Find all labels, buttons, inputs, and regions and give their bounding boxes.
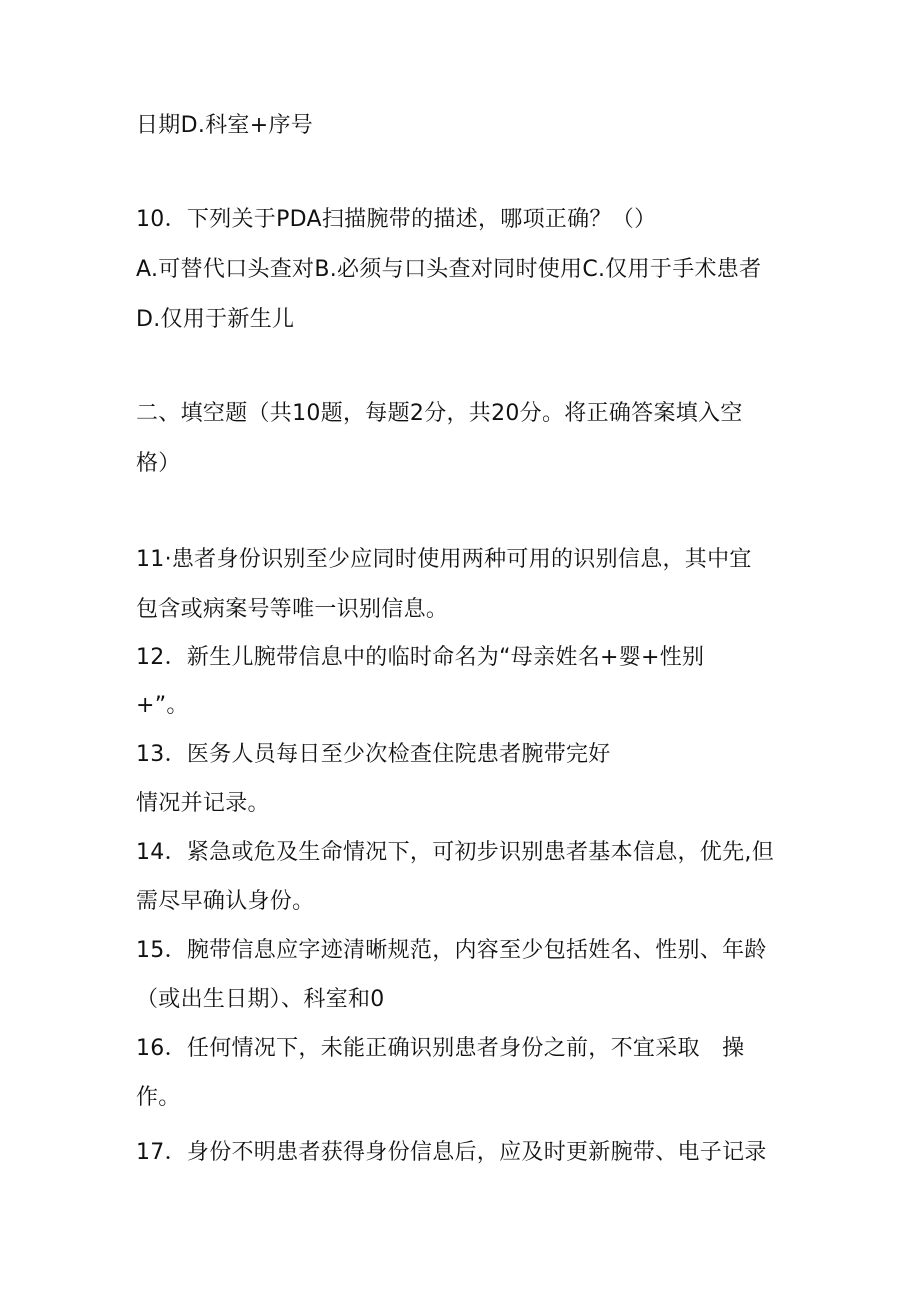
text-line: 日期D.科室+序号	[136, 113, 314, 138]
question-15-cont: （或出生日期）、科室和0	[136, 987, 385, 1012]
section-heading-cont: 格）	[136, 451, 181, 476]
question-10: 10．下列关于PDA扫描腕带的描述，哪项正确？（）	[136, 207, 657, 232]
question-10-options: A.可替代口头查对B.必须与口头查对同时使用C.仅用于手术患者	[136, 257, 762, 282]
question-16-cont: 作。	[136, 1085, 181, 1110]
question-13: 13．医务人员每日至少次检查住院患者腕带完好	[136, 742, 611, 767]
question-12: 12．新生儿腕带信息中的临时命名为“母亲姓名+婴+性别	[136, 645, 705, 670]
question-10-option-d: D.仅用于新生儿	[136, 307, 295, 332]
question-11: 11·患者身份识别至少应同时使用两种可用的识别信息，其中宜	[136, 547, 752, 572]
question-14-cont: 需尽早确认身份。	[136, 889, 315, 914]
question-14: 14．紧急或危及生命情况下，可初步识别患者基本信息，优先,但	[136, 840, 774, 865]
question-12-cont: +”。	[136, 693, 189, 718]
question-16: 16．任何情况下，未能正确识别患者身份之前，不宜采取 操	[136, 1036, 745, 1061]
question-17: 17．身份不明患者获得身份信息后，应及时更新腕带、电子记录	[136, 1140, 767, 1165]
question-13-cont: 情况并记录。	[136, 791, 270, 816]
section-heading: 二、填空题（共10题，每题2分，共20分。将正确答案填入空	[136, 401, 743, 426]
question-15: 15．腕带信息应字迹清晰规范，内容至少包括姓名、性别、年龄	[136, 938, 767, 963]
question-11-cont: 包含或病案号等唯一识别信息。	[136, 597, 449, 622]
